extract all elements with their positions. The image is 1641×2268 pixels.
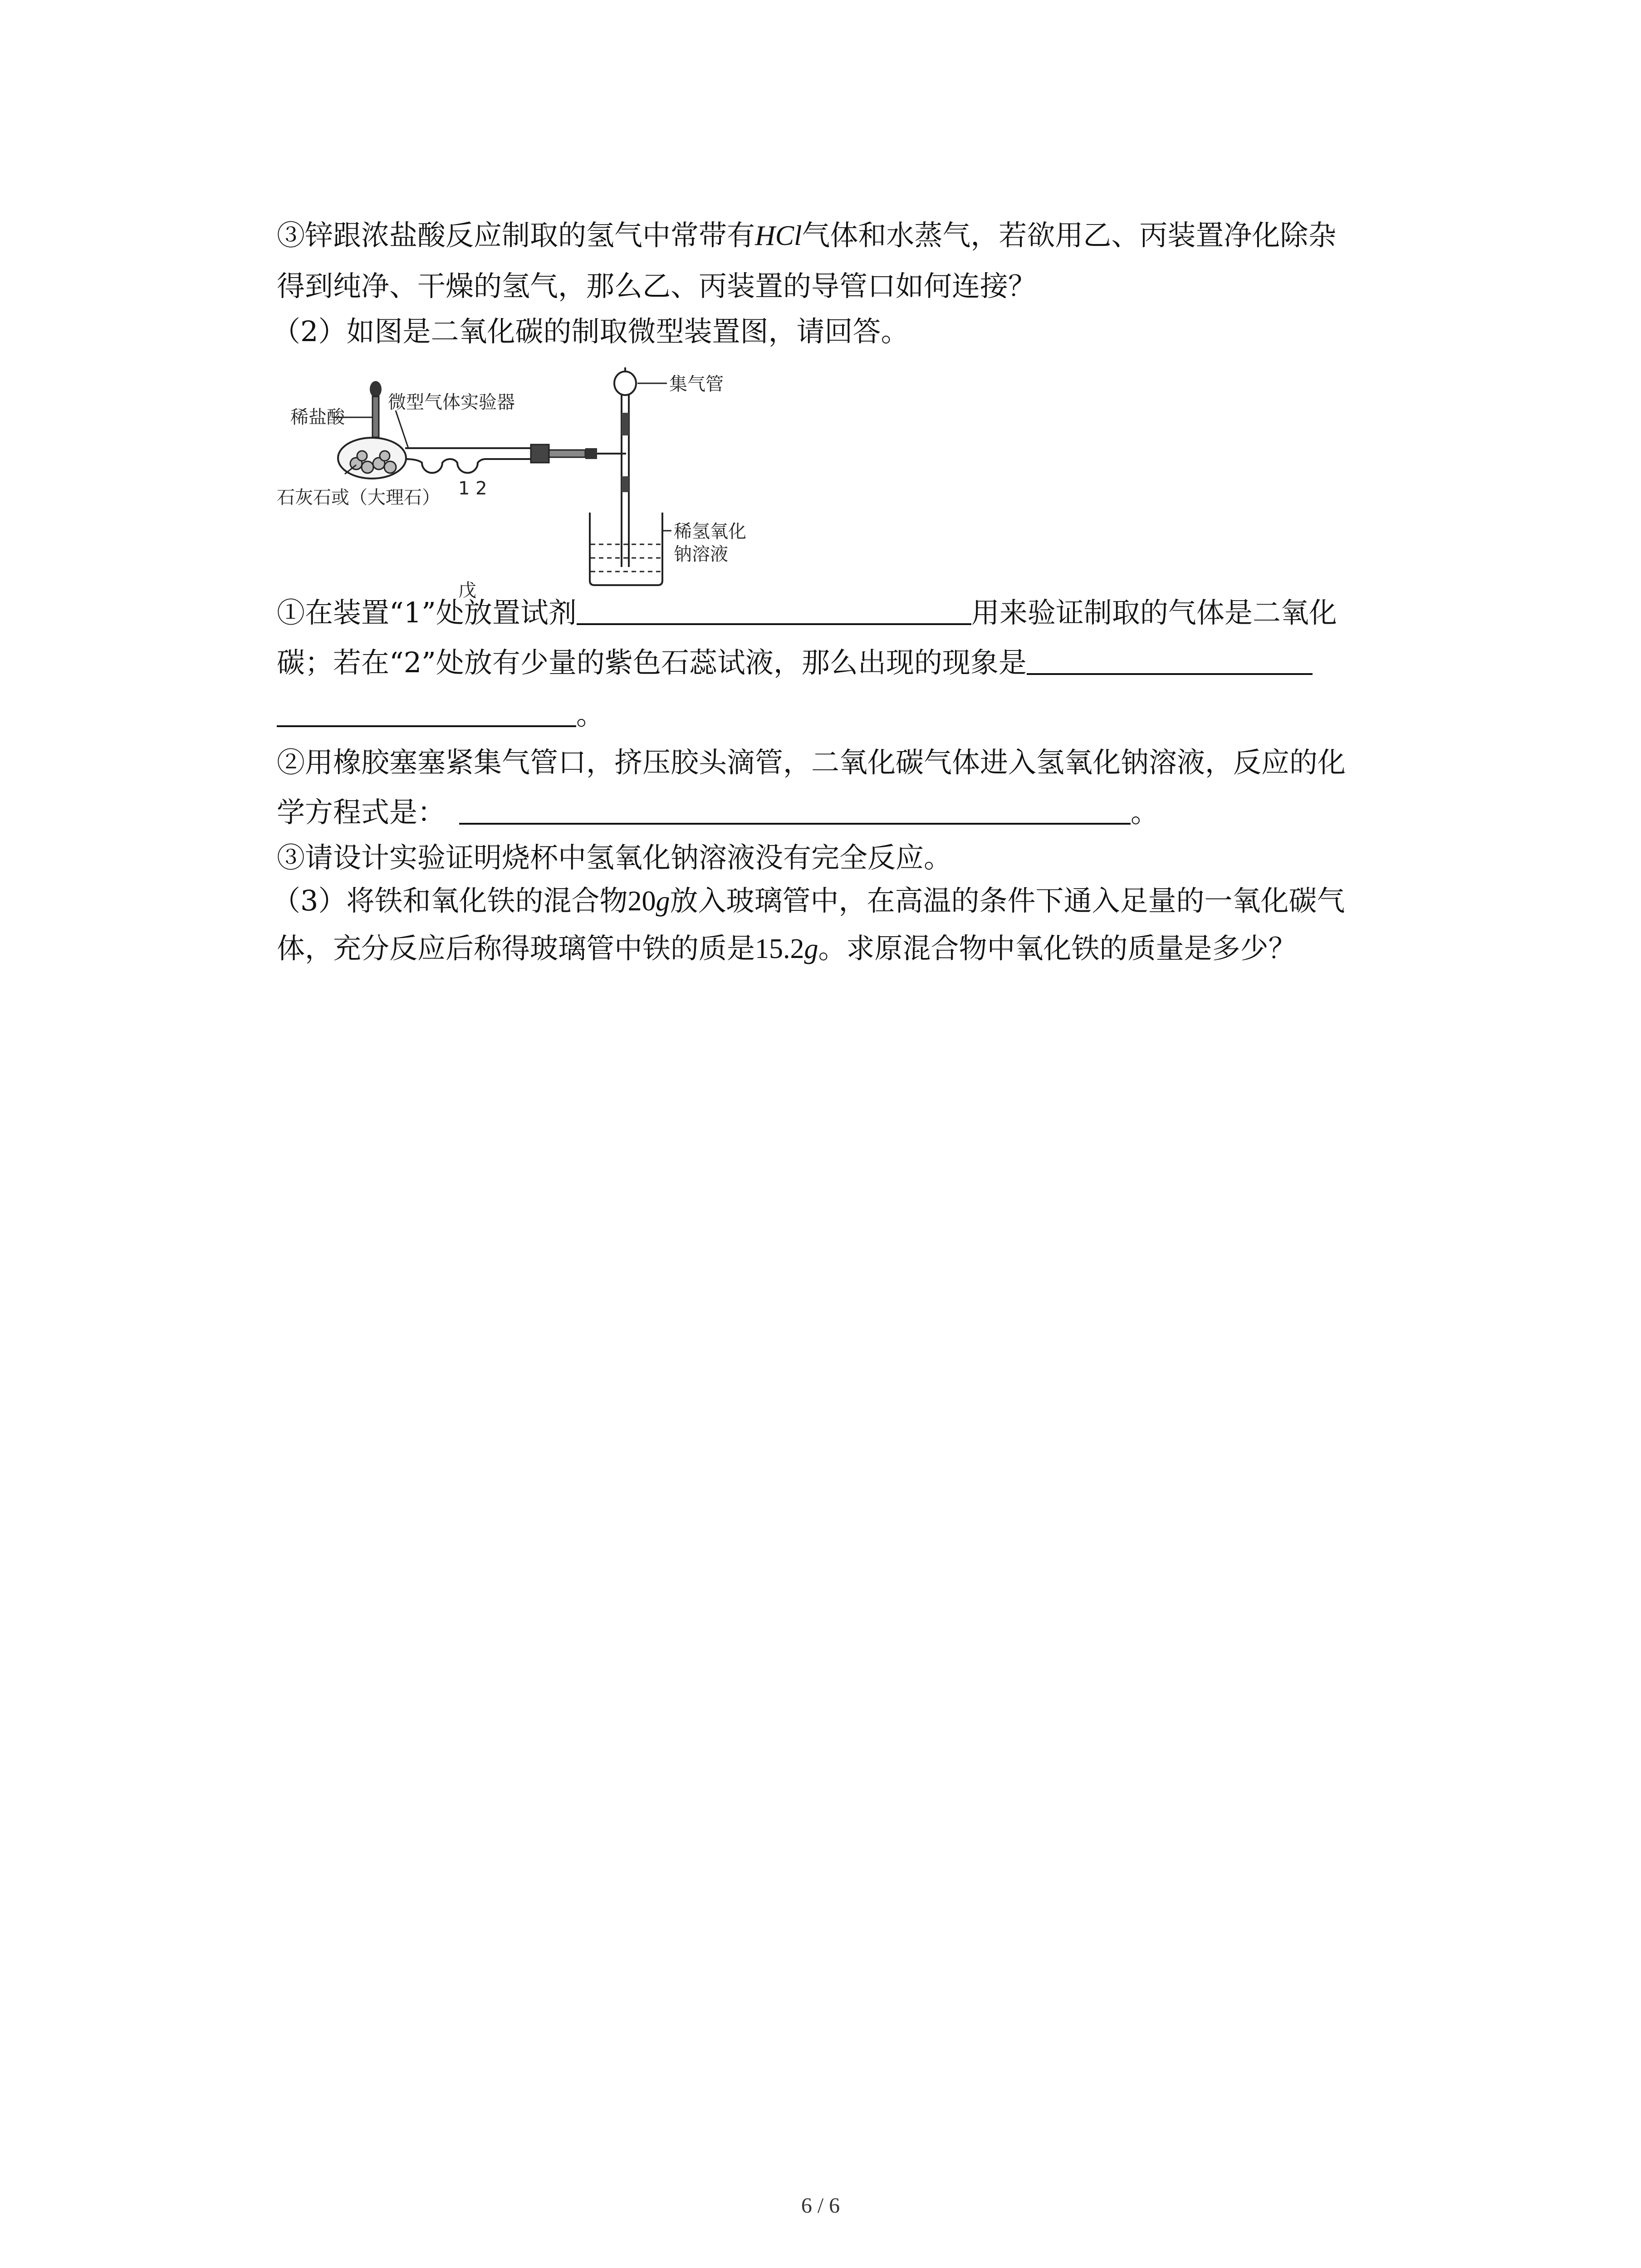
- mass-unit: g: [656, 886, 670, 917]
- connector-icon: [531, 445, 626, 463]
- label-gas-collector: 集气管: [669, 374, 724, 395]
- label-micro-device: 微型气体实验器: [388, 392, 515, 413]
- label-naoh-1: 稀氢氧化: [674, 521, 746, 542]
- text: 。: [576, 698, 605, 731]
- part-3-line-2: [277, 934, 1297, 963]
- answer-blank-reagent[interactable]: [577, 605, 971, 625]
- answer-blank-phenomenon[interactable]: [1027, 655, 1313, 675]
- label-limestone: 石灰石或（大理石）: [277, 487, 440, 508]
- part-2-q1-line-3: [277, 698, 605, 731]
- mass-value: 15.2: [755, 934, 804, 964]
- question-1-3-line-2: 得到纯净、干燥的氢气，那么乙、丙装置的导管口如何连接？: [277, 269, 1037, 303]
- text: 学方程式是：: [277, 796, 446, 829]
- label-positions: 1 2: [458, 478, 487, 499]
- part-2-q1-line-2: [277, 646, 1313, 679]
- mass-value: 20: [627, 886, 656, 917]
- reaction-bulb-icon: [338, 438, 406, 479]
- text: 。求原混合物中氧化铁的质量是多少？: [818, 932, 1297, 965]
- gas-collector-icon: [614, 367, 667, 454]
- text: ③锌跟浓盐酸反应制取的氢气中常带有: [277, 219, 755, 252]
- answer-blank-phenomenon-cont[interactable]: [277, 707, 576, 727]
- text: 碳；若在“2”处放有少量的紫色石蕊试液，那么出现的现象是: [277, 646, 1027, 679]
- part-2-q1-line-1: [277, 596, 1337, 629]
- part-3-line-1: [272, 884, 1345, 917]
- text: 用来验证制取的气体是二氧化: [971, 596, 1337, 629]
- part-2-q3: ③请设计实验证明烧杯中氢氧化钠溶液没有完全反应。: [277, 841, 952, 874]
- mass-unit: g: [804, 934, 818, 964]
- text: 放入玻璃管中，在高温的条件下通入足量的一氧化碳气: [670, 884, 1345, 917]
- part-2-q2-line-1: ②用橡胶塞塞紧集气管口，挤压胶头滴管，二氧化碳气体进入氢氧化钠溶液，反应的化: [277, 746, 1346, 779]
- formula-hcl: HCl: [755, 220, 802, 251]
- question-1-3-line-1: [277, 221, 1336, 250]
- delivery-tube-icon: [622, 454, 629, 567]
- label-naoh-2: 钠溶液: [674, 544, 728, 565]
- part-2-intro: （2）如图是二氧化碳的制取微型装置图，请回答。: [272, 315, 909, 348]
- text: 气体和水蒸气，若欲用乙、丙装置净化除杂: [802, 219, 1337, 252]
- figure-caption: 戊: [458, 580, 476, 601]
- label-dilute-hcl: 稀盐酸: [290, 407, 345, 428]
- text: ①在装置“1”处放置试剂: [277, 596, 577, 629]
- co2-apparatus-diagram: [277, 363, 776, 603]
- beaker-icon: [590, 513, 662, 585]
- text: 体，充分反应后称得玻璃管中铁的质是: [277, 932, 755, 965]
- answer-blank-equation[interactable]: [459, 805, 1131, 825]
- text: （3）将铁和氧化铁的混合物: [272, 884, 628, 917]
- page-number: 6 / 6: [801, 2194, 840, 2218]
- part-2-q2-line-2: [277, 796, 1159, 829]
- micro-tube-icon: [405, 448, 531, 473]
- text: 。: [1131, 796, 1159, 829]
